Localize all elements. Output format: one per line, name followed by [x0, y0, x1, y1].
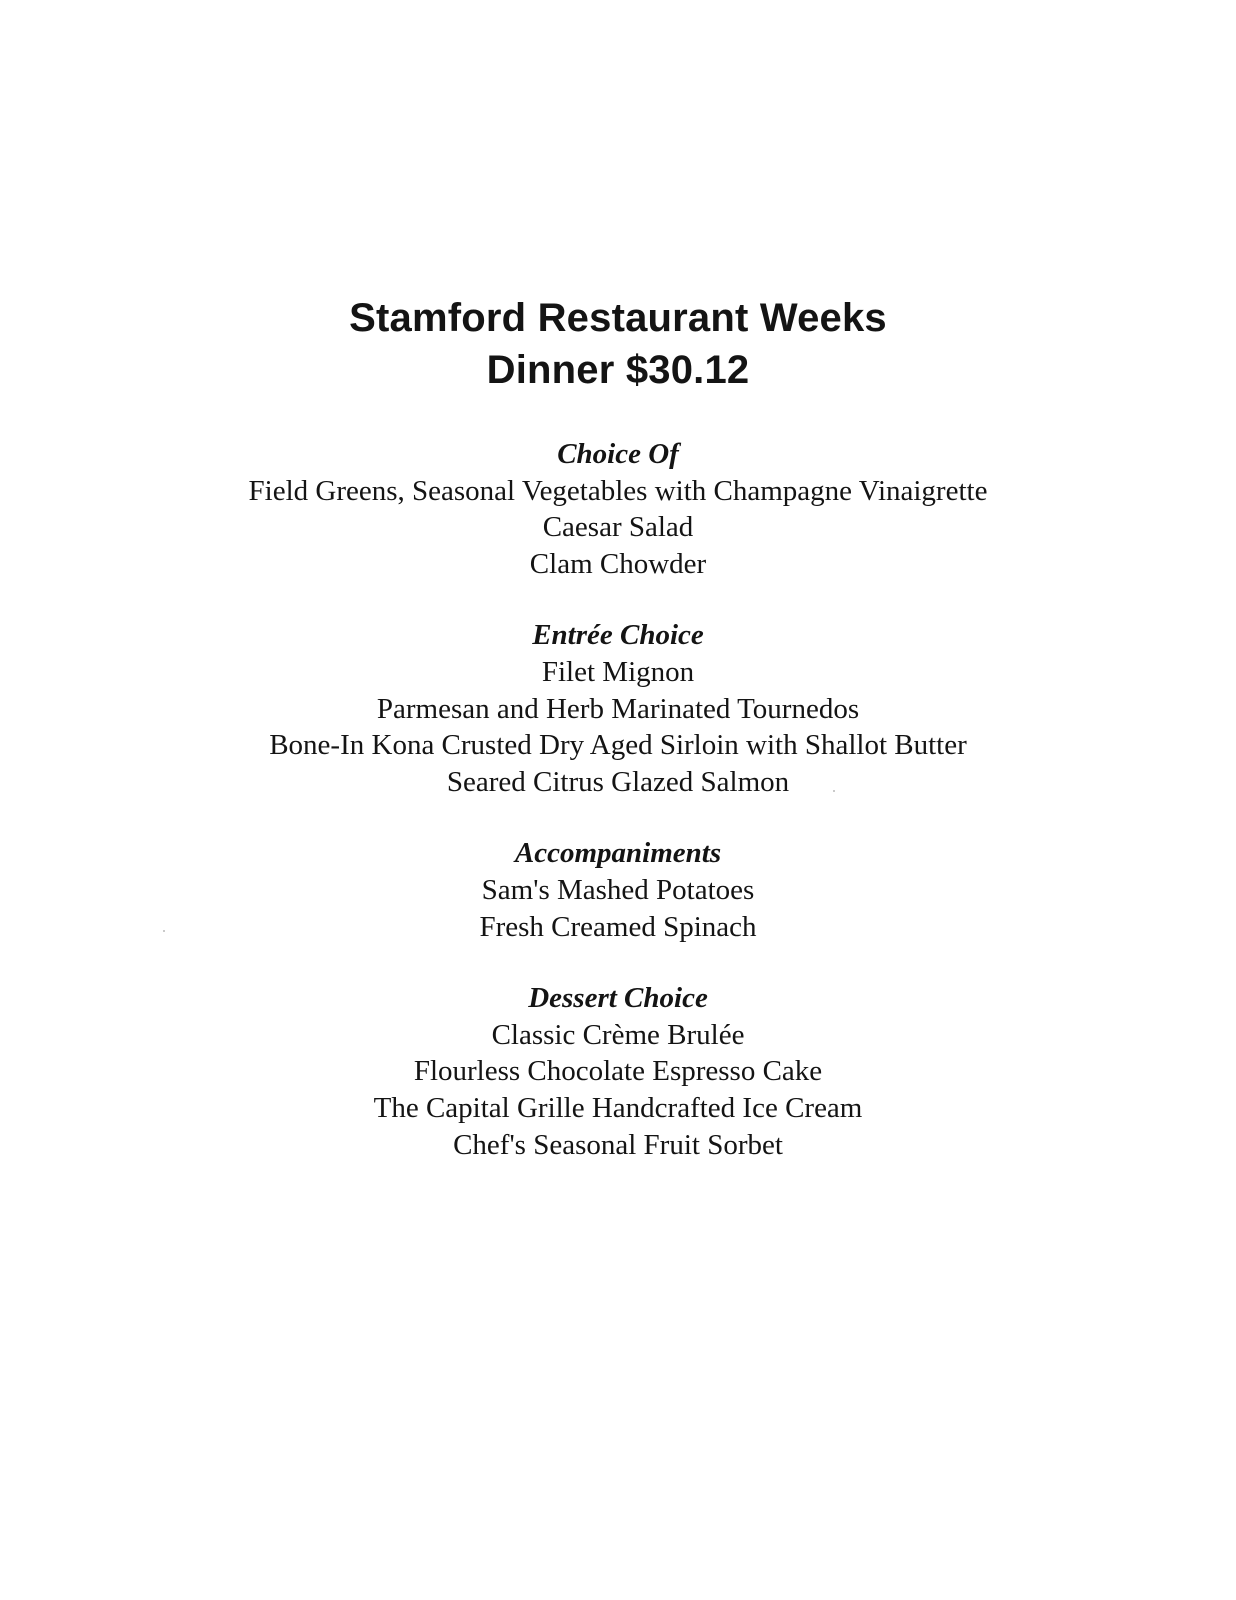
menu-body: [0, 436, 1236, 1198]
menu-item: Clam Chowder: [529, 547, 707, 580]
scan-speck: [163, 930, 165, 932]
menu-item: The Capital Grille Handcrafted Ice Cream: [373, 1091, 863, 1124]
section-starters: [0, 436, 1236, 582]
section-title-starters: Choice Of: [557, 438, 679, 470]
menu-item: Flourless Chocolate Espresso Cake: [413, 1055, 823, 1088]
menu-item: Caesar Salad: [542, 511, 694, 544]
section-entrees: [0, 617, 1236, 800]
menu-item: Fresh Creamed Spinach: [479, 910, 757, 943]
menu-item: Field Greens, Seasonal Vegetables with Champagne Vinaigrette: [248, 474, 988, 507]
section-accompaniments: [0, 835, 1236, 945]
section-desserts: [0, 980, 1236, 1163]
section-title-entrees: Entrée Choice: [532, 619, 704, 652]
menu-item: Sam's Mashed Potatoes: [481, 873, 755, 906]
header-title: Stamford Restaurant Weeks: [349, 296, 887, 340]
menu-item: Filet Mignon: [541, 655, 695, 688]
menu-item: Chef's Seasonal Fruit Sorbet: [453, 1128, 783, 1161]
section-title-desserts: Dessert Choice: [528, 982, 708, 1015]
menu-item: Bone-In Kona Crusted Dry Aged Sirloin with Shallot Butter: [269, 729, 967, 762]
section-title-accompaniments: Accompaniments: [514, 837, 722, 870]
menu-item: Seared Citrus Glazed Salmon: [446, 765, 790, 798]
menu-item: Parmesan and Herb Marinated Tournedos: [376, 692, 860, 725]
menu-header: [0, 292, 1236, 396]
header-price: Dinner $30.12: [486, 348, 750, 392]
menu-item: Classic Crème Brulée: [491, 1018, 745, 1051]
scan-speck: [833, 790, 835, 792]
